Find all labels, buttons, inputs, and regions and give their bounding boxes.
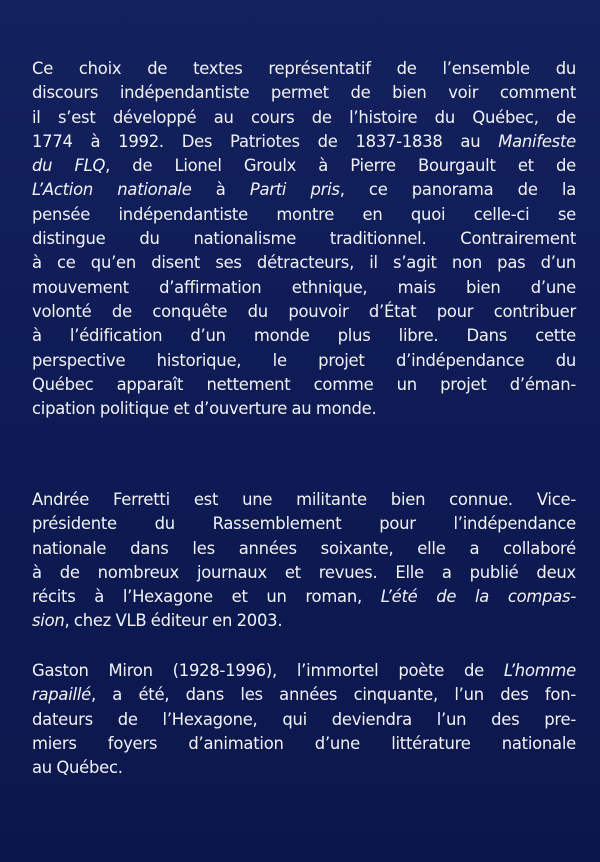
text-line: présidente du Rassemblement pour l’indépendance — [32, 514, 576, 534]
text-line: volonté de conquête du pouvoir d’État pour contribuer — [32, 301, 576, 321]
text-line: distingue du nationalisme traditionnel. Contrairement — [32, 229, 576, 249]
text-line: Andrée Ferretti est une militante bien connue. Vice- — [32, 490, 576, 509]
title-parti-pris: Parti pris — [249, 180, 340, 200]
text-line: perspective historique, le projet d’indépendance du — [32, 350, 576, 370]
title-homme-rapaille: L’homme — [503, 661, 576, 680]
text-line: 1774 à 1992. Des Patriotes de 1837-1838 au Manifeste — [32, 131, 576, 151]
text-line: à ce qu’en disent ses détracteurs, il s’agit non pas d’un — [32, 253, 576, 273]
text-line: discours indépendantiste permet de bien voir comment — [32, 83, 576, 103]
author-bio-miron — [32, 659, 576, 780]
title-flq: du FLQ — [32, 156, 106, 176]
text-line: il s’est développé au cours de l’histoire du Québec, de — [32, 107, 576, 127]
text-line: cipation politique et d’ouverture au monde. — [32, 399, 377, 419]
text-line: rapaillé, a été, dans les années cinquante, l’un des fon- — [32, 685, 576, 705]
text-line: récits à l’Hexagone et un roman, L’été de la compas- — [32, 587, 576, 607]
title-ete-compassion-cont: sion — [32, 611, 65, 631]
title-ete-compassion: L’été de la compas- — [380, 587, 576, 607]
text-line: dateurs de l’Hexagone, qui deviendra l’un des pre- — [32, 709, 576, 729]
title-manifeste: Manifeste — [498, 131, 576, 151]
text-line: Ce choix de textes représentatif de l’ensemble du — [32, 59, 576, 78]
title-action-nationale: L’Action nationale — [32, 180, 192, 200]
text-line: Québec apparaît nettement comme un projet d’éman- — [32, 374, 576, 394]
text-line: L’Action nationale à Parti pris, ce panorama de la — [32, 180, 577, 200]
text-line: mouvement d’affirmation ethnique, mais bien d’une — [32, 277, 576, 297]
text-line: du FLQ, de Lionel Groulx à Pierre Bourgault et de — [32, 156, 576, 176]
text-line: à de nombreux journaux et revues. Elle a publié deux — [32, 562, 576, 582]
author-bio-ferretti — [32, 488, 576, 634]
text-line: sion, chez VLB éditeur en 2003. — [32, 611, 283, 631]
text-line: à l’édification d’un monde plus libre. Dans cette — [32, 326, 576, 346]
book-description — [32, 57, 576, 421]
text-line: pensée indépendantiste montre en quoi celle-ci se — [32, 204, 576, 224]
text-line: miers foyers d’animation d’une littérature nationale — [32, 733, 576, 753]
title-homme-rapaille-cont: rapaillé — [32, 685, 91, 705]
text-line: Gaston Miron (1928-1996), l’immortel poète de L’homme — [32, 661, 576, 680]
text-line: au Québec. — [32, 758, 123, 778]
text-line: nationale dans les années soixante, elle a collaboré — [32, 538, 576, 558]
